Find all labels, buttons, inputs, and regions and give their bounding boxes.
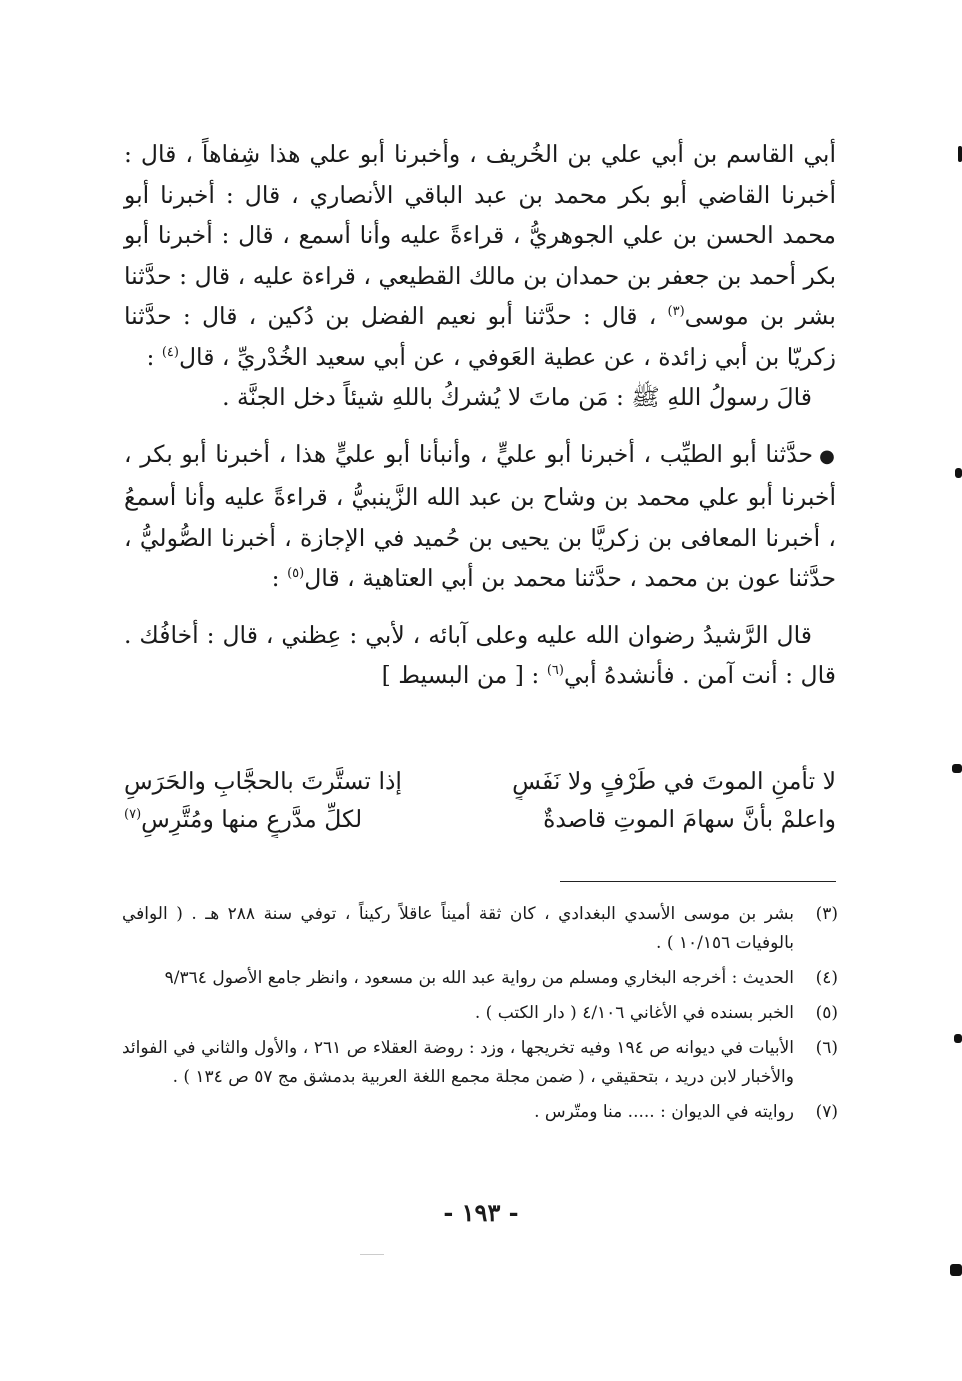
footnote-7	[122, 1098, 838, 1127]
footnote-number: (٤)	[815, 968, 838, 988]
verse-1-first-hemistich: لا تأمنِ الموتَ في طَرْفٍ ولا نَفَسٍ	[512, 767, 836, 795]
main-text	[124, 134, 836, 696]
footnote-ref-3: (٣)	[667, 304, 685, 320]
footnote-ref-7: (٧)	[124, 807, 142, 823]
meter-label: : [ من البسيط ]	[381, 661, 540, 689]
footnote-text: الأبيات في ديوانه ص ١٩٤ وفيه تخريجها ، وزد : روضة العقلاء ص ٢٦١ ، والأول والثاني في الفوائد والأخبار لابن دريد ، بتحقيقي ، ( ضمن مجلة مجمع اللغة العربية بدمشق مج ٥٧ ص ١٣٤ ) .	[122, 1038, 794, 1087]
footnote-number: (٧)	[815, 1102, 838, 1122]
scan-edge-mark	[958, 146, 962, 162]
footnote-3	[122, 900, 838, 958]
footnote-4	[122, 964, 838, 993]
poem-verse-2	[124, 800, 836, 838]
isnad-text-2b: :	[271, 564, 280, 592]
narrative-paragraph	[124, 615, 836, 696]
footnote-separator	[560, 881, 836, 882]
footnote-ref-6: (٦)	[546, 663, 564, 679]
verse-1-second-hemistich: إذا تستَّرتَ بالحجَّابِ والحَرَسِ	[124, 767, 402, 795]
scan-edge-mark	[952, 764, 962, 773]
verse-2-second-hemistich	[124, 800, 466, 838]
footnote-ref-4: (٤)	[161, 344, 179, 360]
bullet-icon: ●	[819, 445, 836, 467]
footnote-text: روايته في الديوان : ..... منا ومتّرس .	[534, 1102, 794, 1122]
footnote-number: (٥)	[815, 1003, 838, 1023]
isnad-text-1: أبي القاسم بن أبي علي بن الخُريف ، وأخبرنا أبو علي هذا شِفاهاً ، قال : أخبرنا القاضي أبو بكر محمد بن عبد الباقي الأنصاري ، قال : أخبرنا أبو محمد الحسن بن علي الجوهريُّ ، قراءةً عليه وأنا أسمع ، قال : أخبرنا أبو بكر أحمد بن جعفر بن حمدان بن مالك القطيعي ، قراءة عليه ، قال : حدَّثنا بشر بن موسى	[124, 140, 836, 330]
scan-edge-mark	[954, 1034, 962, 1043]
narrative-text: قال الرَّشيدُ رضوان الله عليه وعلى آبائه ، لأبي : عِظني ، قال : أخافُك . قال : أنت آمن . فأنشدهُ أبي	[124, 620, 836, 689]
page-number: - ١٩٣ -	[443, 1198, 519, 1227]
poem	[124, 762, 836, 838]
footnotes	[122, 900, 838, 1133]
isnad-text-1b: ، قال : حدَّثنا أبو نعيم الفضل بن دُكين ، قال : حدَّثنا زكريّا بن أبي زائدة ، عن عطية العَوفي ، عن أبي سعيد الخُدْريِّ ، قال	[124, 302, 836, 371]
scan-edge-mark	[955, 468, 962, 478]
isnad-paragraph-2	[124, 434, 836, 599]
footnote-text: الخبر بسنده في الأغاني ٤/١٠٦ ( دار الكتب ) .	[474, 1003, 794, 1023]
scan-edge-mark	[950, 1264, 962, 1276]
poem-verse-1	[124, 762, 836, 800]
isnad-text-2: حدَّثنا أبو الطيِّب ، أخبرنا أبو عليٍّ ، وأنبأنا أبو عليٍّ هذا ، أخبرنا أبو بكر ، أخبرنا أبو علي محمد بن وشاح بن عبد الله الزَّينبيُّ ، قراءةً عليه وأنا أسمعُ ، أخبرنا المعافى بن زكريَّا بن يحيى بن حُميد في الإجازة ، أخبرنا الصُّوليُّ ، حدَّثنا عون بن محمد ، حدَّثنا محمد بن أبي العتاهية ، قال	[124, 439, 836, 592]
footnote-text: الحديث : أخرجه البخاري ومسلم من رواية عبد الله بن مسعود ، وانظر جامع الأصول ٩/٣٦٤	[164, 968, 794, 988]
footnote-text: بشر بن موسى الأسدي البغدادي ، كان ثقة أميناً عاقلاً ركيناً ، توفي سنة ٢٨٨ هـ . ( الوافي بالوفيات ١٠/١٥٦ ) .	[122, 904, 794, 953]
footnote-ref-5: (٥)	[287, 566, 305, 582]
footnote-6	[122, 1034, 838, 1092]
footnote-number: (٦)	[815, 1038, 838, 1058]
verse-2-second-text: لكلِّ مدَّرعٍ منها ومُتَّرِسِ	[141, 805, 363, 833]
verse-2-first-hemistich: واعلمْ بأنَّ سهامَ الموتِ قاصدةٌ	[543, 805, 836, 833]
hadith-text: قالَ رسولُ اللهِ ﷺ : مَن ماتَ لا يُشركُ باللهِ شيئاً دخل الجنَّة .	[222, 383, 812, 411]
footnote-5	[122, 999, 838, 1028]
footnote-number: (٣)	[815, 904, 838, 924]
isnad-paragraph-1	[124, 134, 836, 377]
isnad-text-1c: :	[146, 342, 155, 371]
scan-artifact-line	[360, 1254, 384, 1255]
